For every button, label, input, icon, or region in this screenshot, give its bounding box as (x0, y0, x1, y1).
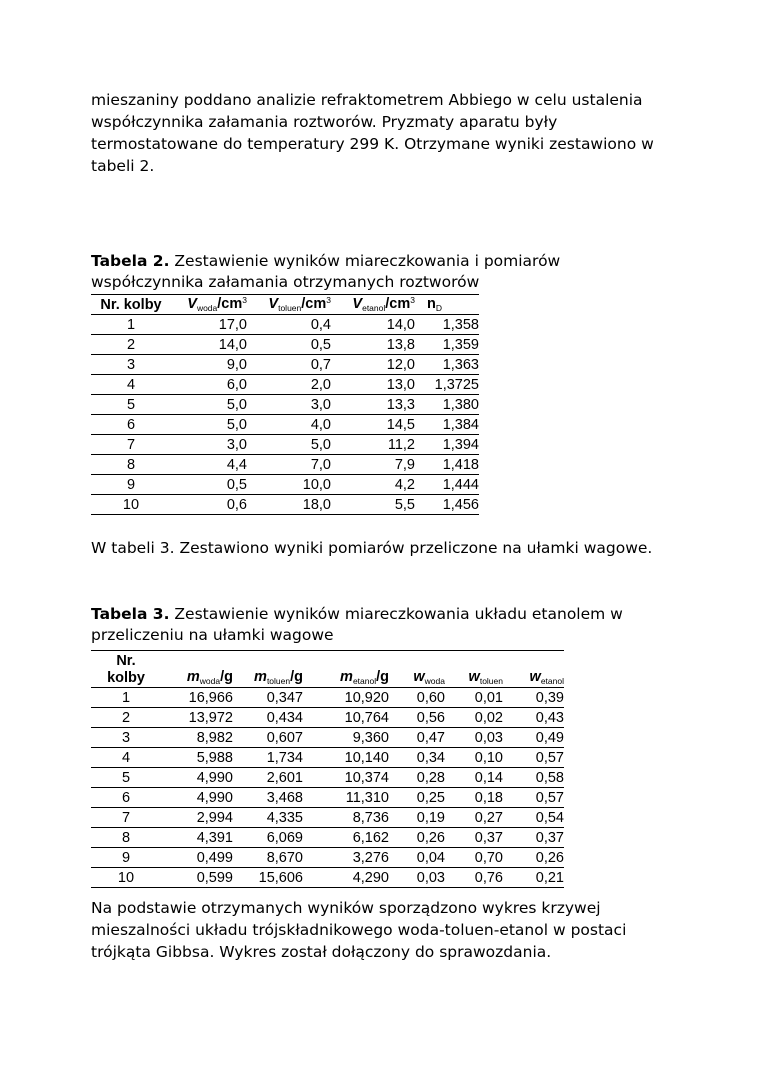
table-cell: 10 (91, 868, 161, 888)
table-cell: 0,27 (445, 808, 503, 828)
table-cell: 4,4 (171, 455, 247, 475)
table-row (91, 475, 479, 495)
table3-intro-paragraph: W tabeli 3. Zestawiono wyniki pomiarów przeliczone na ułamki wagowe. (91, 539, 653, 557)
table-cell: 0,21 (503, 868, 564, 888)
table-cell: 4,2 (331, 475, 415, 495)
table-cell: 13,8 (331, 335, 415, 355)
table-cell: 10,764 (303, 708, 389, 728)
table-cell: 10,920 (303, 688, 389, 708)
table-cell: 16,966 (161, 688, 233, 708)
table-cell: 9,0 (171, 355, 247, 375)
table-cell: 1,384 (415, 415, 479, 435)
table-cell: 5,0 (171, 395, 247, 415)
table-cell: 10,374 (303, 768, 389, 788)
table-cell: 10,0 (247, 475, 331, 495)
table-cell: 0,01 (445, 688, 503, 708)
table-cell: 1,3725 (415, 375, 479, 395)
table3-header-w-toluen: $w_{toluen}$ (445, 651, 503, 688)
table-cell: 0,434 (233, 708, 303, 728)
table3-header-w-woda: $w_{woda}$ (389, 651, 445, 688)
table-cell: 0,5 (247, 335, 331, 355)
table-cell: 0,7 (247, 355, 331, 375)
table-cell: 0,02 (445, 708, 503, 728)
table-row (91, 788, 564, 808)
table-cell: 5 (91, 395, 171, 415)
table-cell: 9 (91, 848, 161, 868)
table-cell: 0,25 (389, 788, 445, 808)
table-cell: 14,0 (171, 335, 247, 355)
table-cell: 0,6 (171, 495, 247, 515)
table-cell: 0,26 (389, 828, 445, 848)
table-cell: 0,56 (389, 708, 445, 728)
table-cell: 1,456 (415, 495, 479, 515)
table-cell: 0,4 (247, 315, 331, 335)
table-cell: 4,290 (303, 868, 389, 888)
table2-caption-label: Tabela 2. (91, 252, 170, 270)
table-row (91, 375, 479, 395)
table-cell: 3,468 (233, 788, 303, 808)
table-cell: 14,0 (331, 315, 415, 335)
table-cell: 8 (91, 828, 161, 848)
table-cell: 8,670 (233, 848, 303, 868)
table-row (91, 455, 479, 475)
table-cell: 15,606 (233, 868, 303, 888)
table-cell: 4,0 (247, 415, 331, 435)
table-cell: 5 (91, 768, 161, 788)
table-row (91, 848, 564, 868)
table-cell: 1,734 (233, 748, 303, 768)
table-row (91, 808, 564, 828)
table-row (91, 768, 564, 788)
table-cell: 0,03 (445, 728, 503, 748)
table-cell: 2 (91, 335, 171, 355)
table3-header-m-etanol: $m_{etanol}/g$ (303, 651, 389, 688)
table-cell: 0,58 (503, 768, 564, 788)
table-cell: 3 (91, 728, 161, 748)
table3-caption-label: Tabela 3. (91, 605, 170, 623)
table-cell: 4,391 (161, 828, 233, 848)
conclusion-paragraph: Na podstawie otrzymanych wyników sporządzono wykres krzywej mieszalności układu trójskładnikowego woda-toluen-etanol w postaci trójkąta Gibbsa. Wykres został dołączony do sprawozdania. (91, 899, 627, 961)
table-cell: 0,499 (161, 848, 233, 868)
table-cell: 6 (91, 415, 171, 435)
table2-body (91, 315, 479, 515)
table-cell: 4,990 (161, 768, 233, 788)
table-cell: 0,43 (503, 708, 564, 728)
table-cell: 1,359 (415, 335, 479, 355)
table-cell: 5,0 (171, 415, 247, 435)
table2-header-v-toluen: $V_{toluen}/cm^3$ (247, 295, 331, 315)
table-cell: 1,358 (415, 315, 479, 335)
table-row (91, 335, 479, 355)
table2 (91, 294, 479, 515)
table-cell: 3,0 (247, 395, 331, 415)
table-cell: 8,982 (161, 728, 233, 748)
table-cell: 17,0 (171, 315, 247, 335)
table-row (91, 868, 564, 888)
table-cell: 5,0 (247, 435, 331, 455)
table-cell: 11,310 (303, 788, 389, 808)
table-cell: 1 (91, 688, 161, 708)
table3-header-nr: Nr. kolby (91, 651, 161, 688)
table-cell: 0,26 (503, 848, 564, 868)
table-row (91, 708, 564, 728)
table-row (91, 495, 479, 515)
table-cell: 0,60 (389, 688, 445, 708)
table-cell: 0,04 (389, 848, 445, 868)
table-cell: 1,363 (415, 355, 479, 375)
table3-header-m-toluen: $m_{toluen}/g$ (233, 651, 303, 688)
table-cell: 12,0 (331, 355, 415, 375)
table2-caption (91, 251, 611, 293)
table-cell: 0,37 (445, 828, 503, 848)
table-cell: 0,70 (445, 848, 503, 868)
table-cell: 0,39 (503, 688, 564, 708)
table-cell: 3,276 (303, 848, 389, 868)
table-row (91, 728, 564, 748)
table-row (91, 415, 479, 435)
table-cell: 0,10 (445, 748, 503, 768)
table-cell: 2,0 (247, 375, 331, 395)
table-cell: 6,069 (233, 828, 303, 848)
table-cell: 1,418 (415, 455, 479, 475)
table-cell: 4 (91, 748, 161, 768)
table-cell: 14,5 (331, 415, 415, 435)
table3-header-row (91, 651, 564, 688)
table-cell: 0,03 (389, 868, 445, 888)
table-cell: 4 (91, 375, 171, 395)
table-cell: 0,18 (445, 788, 503, 808)
table-cell: 1,444 (415, 475, 479, 495)
table-cell: 3 (91, 355, 171, 375)
table-row (91, 688, 564, 708)
table2-header-v-woda: $V_{woda}/cm^3$ (171, 295, 247, 315)
table-cell: 1 (91, 315, 171, 335)
table-cell: 7,9 (331, 455, 415, 475)
table-cell: 13,3 (331, 395, 415, 415)
table-row (91, 355, 479, 375)
table-cell: 0,47 (389, 728, 445, 748)
table-cell: 0,54 (503, 808, 564, 828)
table-cell: 7 (91, 808, 161, 828)
table3-caption-text: Zestawienie wyników miareczkowania układu etanolem w przeliczeniu na ułamki wagowe (91, 605, 623, 644)
table-cell: 5,5 (331, 495, 415, 515)
intro-paragraph: mieszaniny poddano analizie refraktometrem Abbiego w celu ustalenia współczynnika załamania roztworów. Pryzmaty aparatu były termostatowane do temperatury 299 K. Otrzymane wyniki zestawiono w tabeli 2. (91, 91, 654, 175)
table-cell: 0,599 (161, 868, 233, 888)
table-cell: 6 (91, 788, 161, 808)
table-cell: 4,335 (233, 808, 303, 828)
table-cell: 0,607 (233, 728, 303, 748)
table-cell: 18,0 (247, 495, 331, 515)
table-cell: 4,990 (161, 788, 233, 808)
table-cell: 5,988 (161, 748, 233, 768)
table-cell: 1,394 (415, 435, 479, 455)
table-cell: 0,57 (503, 748, 564, 768)
table-cell: 9 (91, 475, 171, 495)
table-cell: 9,360 (303, 728, 389, 748)
table-cell: 13,972 (161, 708, 233, 728)
table3-header-w-etanol: $w_{etanol}$ (503, 651, 564, 688)
table-cell: 2,994 (161, 808, 233, 828)
table-cell: 8,736 (303, 808, 389, 828)
table-row (91, 435, 479, 455)
table-cell: 0,57 (503, 788, 564, 808)
table-cell: 0,14 (445, 768, 503, 788)
table-row (91, 828, 564, 848)
table-row (91, 748, 564, 768)
table-cell: 10 (91, 495, 171, 515)
table3-header-m-woda: $m_{woda}/g$ (161, 651, 233, 688)
table-cell: 0,34 (389, 748, 445, 768)
table-cell: 0,49 (503, 728, 564, 748)
table2-header-row (91, 295, 479, 315)
table-cell: 0,37 (503, 828, 564, 848)
table3-body (91, 688, 564, 888)
table-cell: 0,19 (389, 808, 445, 828)
table-cell: 10,140 (303, 748, 389, 768)
table2-caption-text: Zestawienie wyników miareczkowania i pomiarów współczynnika załamania otrzymanych roztworów (91, 252, 561, 291)
table-cell: 3,0 (171, 435, 247, 455)
table-cell: 2,601 (233, 768, 303, 788)
table-row (91, 395, 479, 415)
table-row (91, 315, 479, 335)
table2-header-nr: Nr. kolby (91, 295, 171, 315)
table3-caption (91, 604, 651, 646)
table3 (91, 650, 564, 888)
table-cell: 7 (91, 435, 171, 455)
table2-header-v-etanol: $V_{etanol}/cm^3$ (331, 295, 415, 315)
table-cell: 6,162 (303, 828, 389, 848)
table-cell: 7,0 (247, 455, 331, 475)
table-cell: 13,0 (331, 375, 415, 395)
table-cell: 11,2 (331, 435, 415, 455)
table-cell: 0,76 (445, 868, 503, 888)
table-cell: 1,380 (415, 395, 479, 415)
table2-header-nd: $n_D$ (415, 295, 479, 315)
table-cell: 6,0 (171, 375, 247, 395)
table-cell: 0,5 (171, 475, 247, 495)
table-cell: 0,28 (389, 768, 445, 788)
table-cell: 8 (91, 455, 171, 475)
table-cell: 2 (91, 708, 161, 728)
table-cell: 0,347 (233, 688, 303, 708)
